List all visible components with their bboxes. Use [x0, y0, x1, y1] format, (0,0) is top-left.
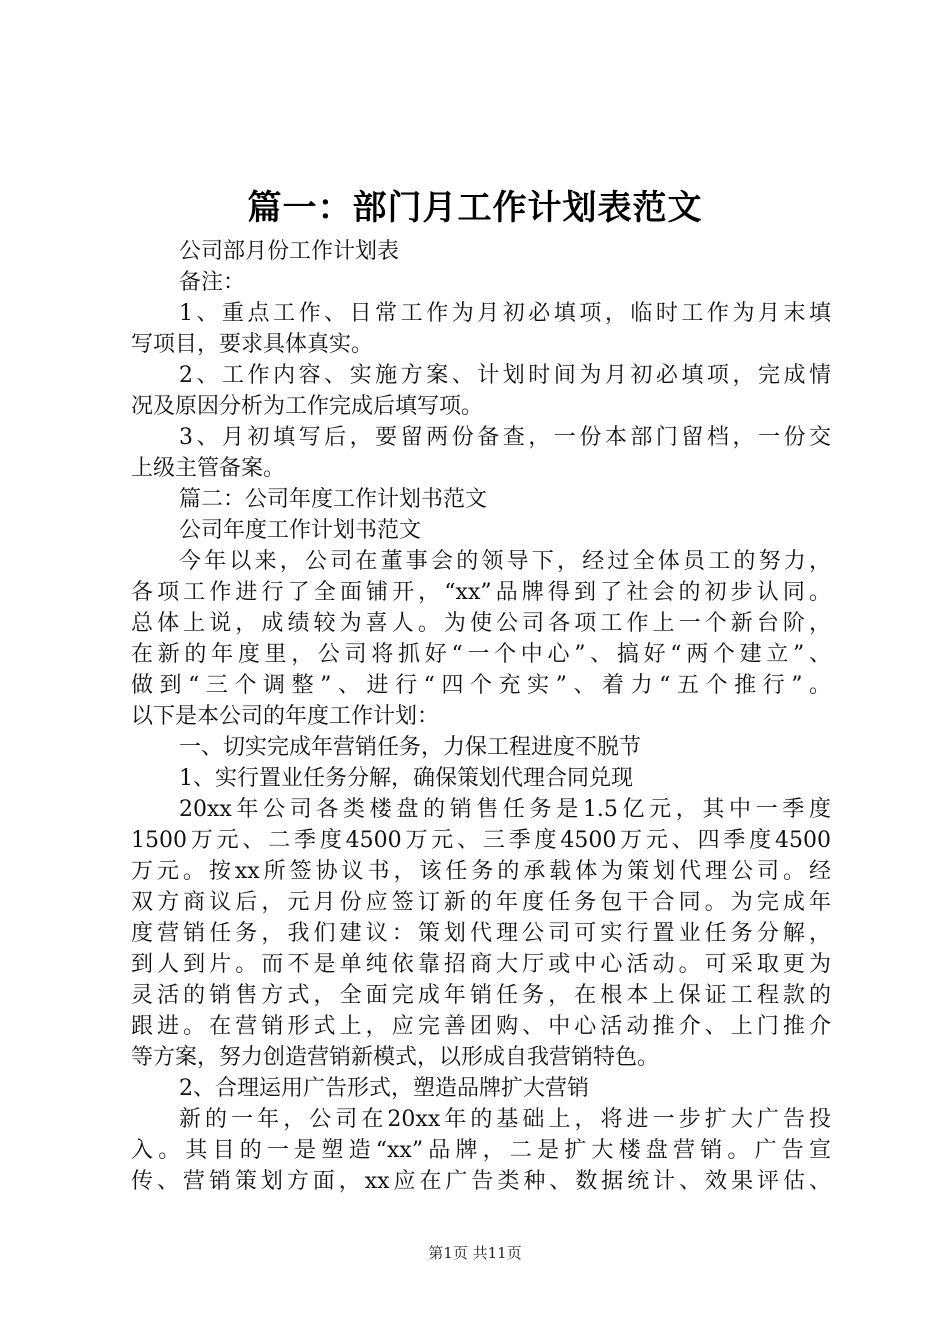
- text-line: 万元。按xx所签协议书，该任务的承载体为策划代理公司。经: [131, 859, 831, 884]
- text-line: 以下是本公司的年度工作计划：: [131, 704, 440, 729]
- text-line: 一、切实完成年营销任务，力保工程进度不脱节: [179, 735, 642, 760]
- text-line: 3、月初填写后，要留两份备查，一份本部门留档，一份交: [179, 425, 831, 450]
- page-footer: 第1页 共11页: [428, 1244, 522, 1262]
- text-line: 1、实行置业任务分解，确保策划代理合同兑现: [179, 766, 633, 791]
- text-line: 1500万元、二季度4500万元、三季度4500万元、四季度4500: [131, 828, 831, 853]
- text-line: 备注：: [179, 270, 246, 295]
- text-line: 1、重点工作、日常工作为月初必填项，临时工作为月末填: [179, 301, 831, 326]
- text-line: 在新的年度里，公司将抓好“一个中心”、搞好“两个建立”、: [131, 642, 831, 667]
- text-line: 度营销任务，我们建议：策划代理公司可实行置业任务分解，: [131, 921, 831, 946]
- text-line: 写项目，要求具体真实。: [131, 332, 374, 357]
- text-line: 篇二：公司年度工作计划书范文: [179, 487, 488, 512]
- text-line: 2、工作内容、实施方案、计划时间为月初必填项，完成情: [179, 363, 831, 388]
- text-line: 灵活的销售方式，全面完成年销任务，在根本上保证工程款的: [131, 983, 831, 1008]
- text-line: 做到“三个调整”、进行“四个充实”、着力“五个推行”。: [131, 673, 831, 698]
- text-line: 到人到片。而不是单纯依靠招商大厅或中心活动。可采取更为: [131, 952, 831, 977]
- text-line: 等方案，努力创造营销新模式，以形成自我营销特色。: [131, 1045, 660, 1070]
- text-line: 总体上说，成绩较为喜人。为使公司各项工作上一个新台阶，: [131, 611, 831, 636]
- text-line: 20xx年公司各类楼盘的销售任务是1.5亿元，其中一季度: [179, 797, 831, 822]
- text-line: 公司年度工作计划书范文: [179, 518, 422, 543]
- text-line: 传、营销策划方面，xx应在广告类种、数据统计、效果评估、: [131, 1169, 831, 1194]
- text-line: 公司部月份工作计划表: [179, 239, 400, 264]
- text-line: 今年以来，公司在董事会的领导下，经过全体员工的努力，: [179, 549, 831, 574]
- text-line: 跟进。在营销形式上，应完善团购、中心活动推介、上门推介: [131, 1014, 831, 1039]
- text-line: 2、合理运用广告形式，塑造品牌扩大营销: [179, 1076, 589, 1101]
- document-body: [131, 236, 831, 1197]
- text-line: 新的一年，公司在20xx年的基础上，将进一步扩大广告投: [179, 1107, 831, 1132]
- text-line: 各项工作进行了全面铺开，“xx”品牌得到了社会的初步认同。: [131, 580, 831, 605]
- text-line: 双方商议后，元月份应签订新的年度任务包干合同。为完成年: [131, 890, 831, 915]
- document-title: 篇一：部门月工作计划表范文: [247, 188, 703, 228]
- text-line: 上级主管备案。: [131, 456, 286, 481]
- text-line: 入。其目的一是塑造“xx”品牌，二是扩大楼盘营销。广告宣: [131, 1138, 831, 1163]
- text-line: 况及原因分析为工作完成后填写项。: [131, 394, 484, 419]
